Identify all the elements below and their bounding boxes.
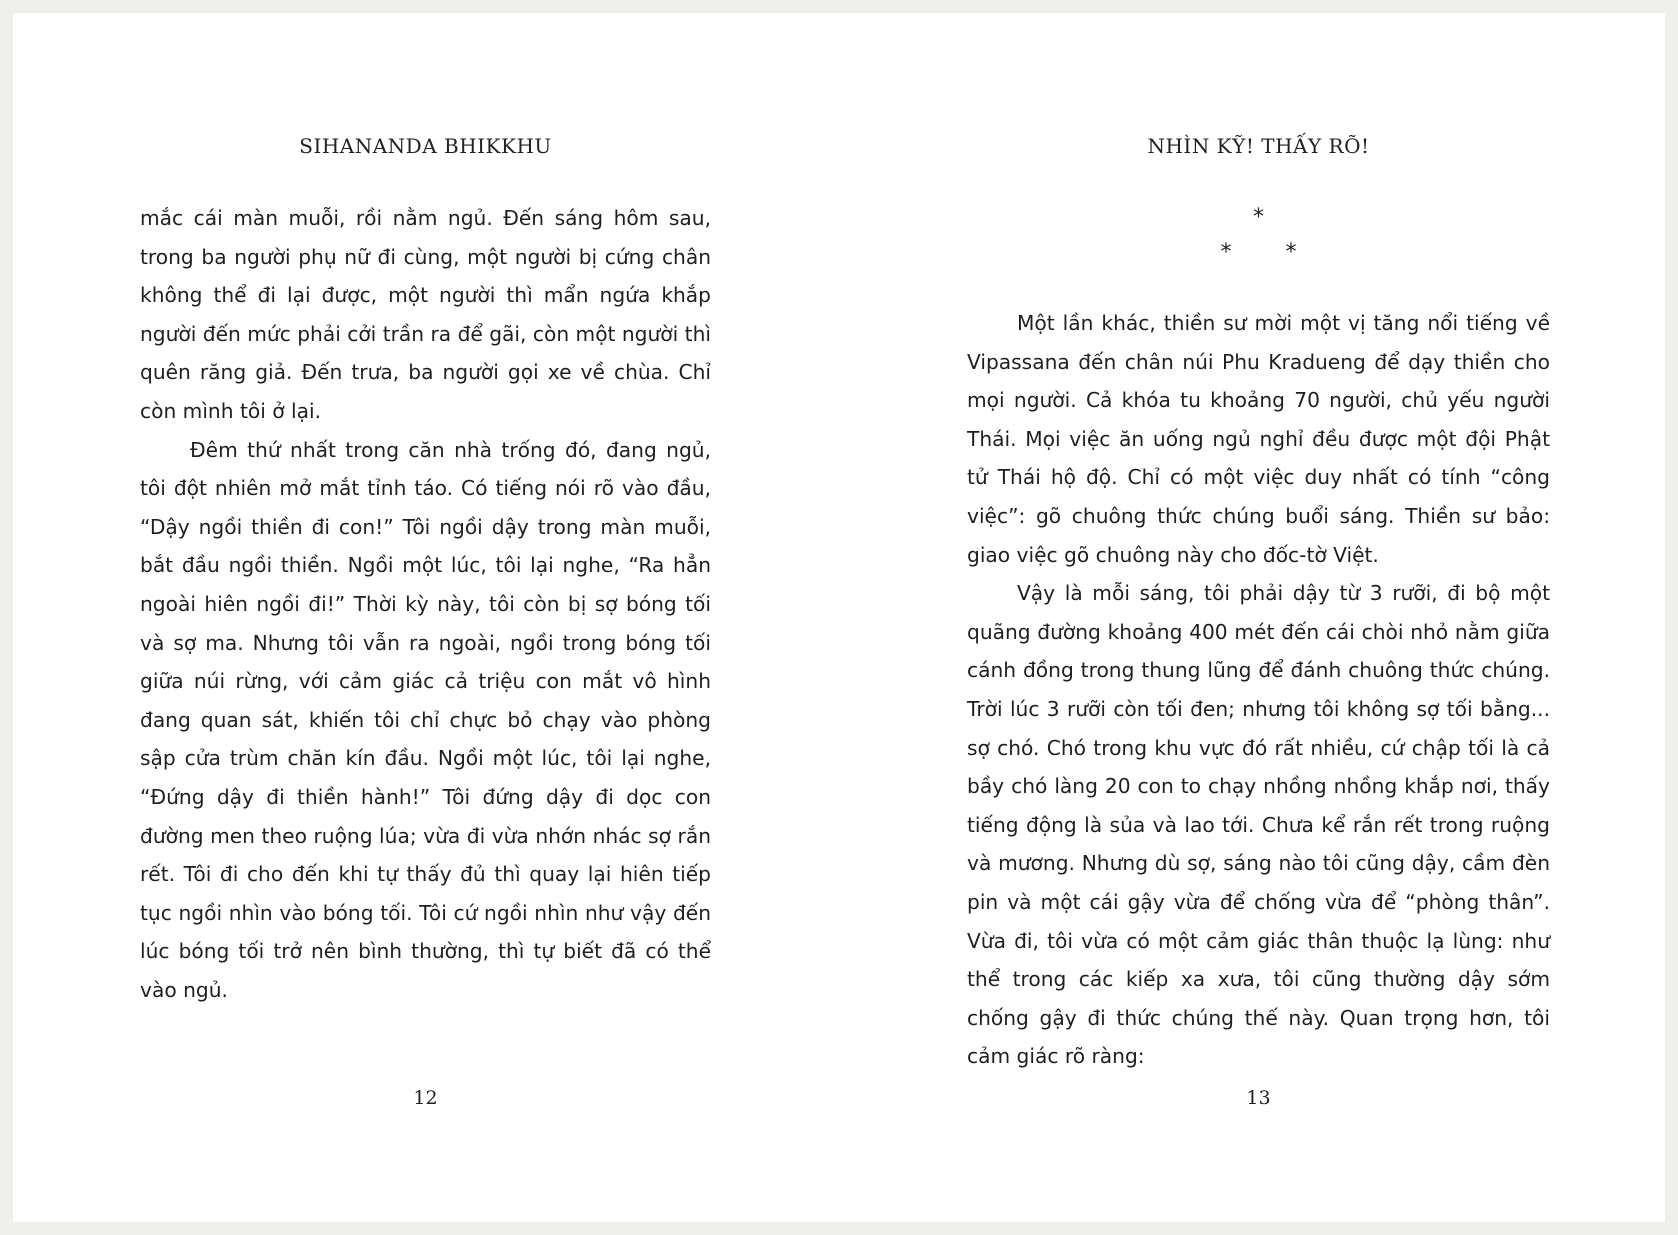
paragraph: Đêm thứ nhất trong căn nhà trống đó, đang ngủ, tôi đột nhiên mở mắt tỉnh táo. Có tiếng nói rõ vào đầu, “Dậy ngồi thiền đi con!” Tôi ngồi dậy trong màn muỗi, bắt đầu ngồi thiền. Ngồi một lúc, tôi lại nghe, “Ra hẳn ngoài hiên ngồi đi!” Thời kỳ này, tôi còn bị sợ bóng tối và sợ ma. Nhưng tôi vẫn ra ngoài, ngồi trong bóng tối giữa núi rừng, với cảm giác cả triệu con mắt vô hình đang quan sát, khiến tôi chỉ chực bỏ chạy vào phòng sập cửa trùm chăn kín đầu. Ngồi một lúc, tôi lại nghe, “Đứng dậy đi thiền hành!” Tôi đứng dậy đi dọc con đường men theo ruộng lúa; vừa đi vừa nhớn nhác sợ rắn rết. Tôi đi cho đến khi tự thấy đủ thì quay lại hiên tiếp tục ngồi nhìn vào bóng tối. Tôi cứ ngồi nhìn như vậy đến lúc bóng tối trở nên bình thường, thì tự biết đã có thể vào ngủ.	[140, 437, 711, 1002]
section-break-asterism	[967, 203, 1550, 273]
left-page-body	[140, 199, 711, 1009]
asterisk: *	[1220, 240, 1232, 265]
running-head-title: NHÌN KỸ! THẤY RÕ!	[1147, 134, 1370, 158]
asterisk: *	[1285, 240, 1297, 265]
paragraph: mắc cái màn muỗi, rồi nằm ngủ. Đến sáng hôm sau, trong ba người phụ nữ đi cùng, một người bị cứng chân không thể đi lại được, một người thì mẩn ngứa khắp người đến mức phải cởi trần ra để gãi, còn một người thì quên răng giả. Đến trưa, ba người gọi xe về chùa. Chỉ còn mình tôi ở lại.	[140, 206, 711, 423]
running-head-author: SIHANANDA BHIKKHU	[299, 134, 552, 158]
page-number: 13	[1246, 1087, 1271, 1109]
asterisk: *	[1253, 205, 1264, 230]
right-page-body	[967, 304, 1550, 1076]
paragraph: Vậy là mỗi sáng, tôi phải dậy từ 3 rưỡi, đi bộ một quãng đường khoảng 400 mét đến cái chòi nhỏ nằm giữa cánh đồng trong thung lũng để đánh chuông thức chúng. Trời lúc 3 rưỡi còn tối đen; nhưng tôi không sợ tối bằng... sợ chó. Chó trong khu vực đó rất nhiều, cứ chập tối là cả bầy chó làng 20 con to chạy nhồng nhồng khắp nơi, thấy tiếng động là sủa và lao tới. Chưa kể rắn rết trong ruộng và mương. Nhưng dù sợ, sáng nào tôi cũng dậy, cầm đèn pin và một cái gậy vừa để chống vừa để “phòng thân”. Vừa đi, tôi vừa có một cảm giác thân thuộc lạ lùng: như thể trong các kiếp xa xưa, tôi cũng thường dậy sớm chống gậy đi thức chúng thế này. Quan trọng hơn, tôi cảm giác rõ ràng:	[967, 581, 1550, 1069]
page-number: 12	[413, 1087, 438, 1109]
left-page	[13, 13, 839, 1222]
book-spread	[13, 13, 1665, 1222]
right-page	[839, 13, 1665, 1222]
paragraph: Một lần khác, thiền sư mời một vị tăng nổi tiếng về Vipassana đến chân núi Phu Kradueng để dạy thiền cho mọi người. Cả khóa tu khoảng 70 người, chủ yếu người Thái. Mọi việc ăn uống ngủ nghỉ đều được một đội Phật tử Thái hộ độ. Chỉ có một việc duy nhất có tính “công việc”: gõ chuông thức chúng buổi sáng. Thiền sư bảo: giao việc gõ chuông này cho đốc-tờ Việt.	[967, 311, 1550, 567]
